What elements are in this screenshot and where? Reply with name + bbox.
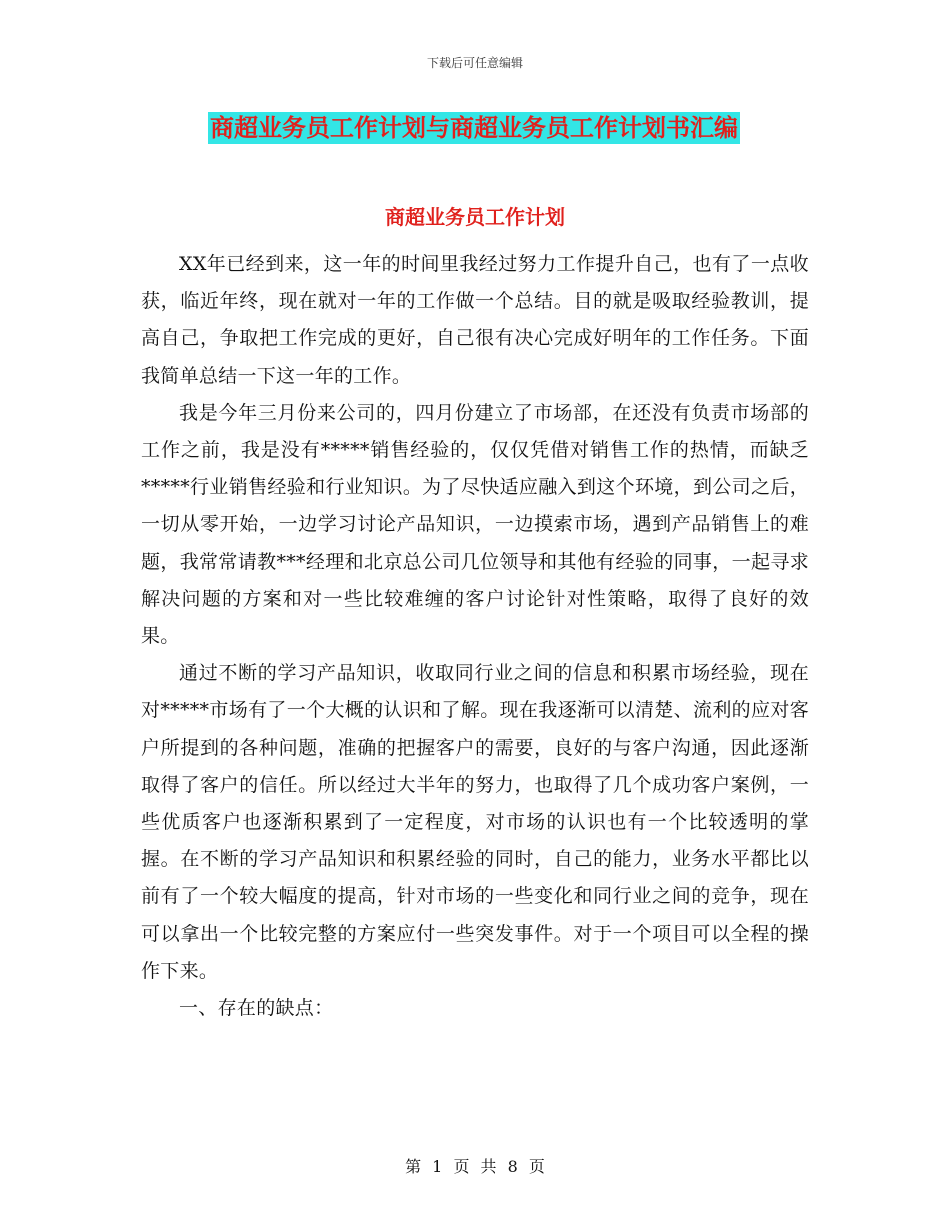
document-section-title: 商超业务员工作计划 [385,205,565,229]
body-paragraph: 我是今年三月份来公司的，四月份建立了市场部，在还没有负责市场部的工作之前，我是没有*****销售经验的，仅仅凭借对销售工作的热情，而缺乏*****行业销售经验和行业知识。为了尽快适应融入到这个环境，到公司之后，一切从零开始，一边学习讨论产品知识，一边摸索市场，遇到产品销售上的难题，我常常请教***经理和北京总公司几位领导和其他有经验的同事，一起寻求解决问题的方案和对一些比较难缠的客户讨论针对性策略，取得了良好的效果。 [141,401,809,648]
document-main-title: 商超业务员工作计划与商超业务员工作计划书汇编 [210,113,738,142]
body-paragraph: 通过不断的学习产品知识，收取同行业之间的信息和积累市场经验，现在对*****市场有了一个大概的认识和了解。现在我逐渐可以清楚、流利的应对客户所提到的各种问题，准确的把握客户的需要，良好的与客户沟通，因此逐渐取得了客户的信任。所以经过大半年的努力，也取得了几个成功客户案例，一些优质客户也逐渐积累到了一定程度，对市场的认识也有一个比较透明的掌握。在不断的学习产品知识和积累经验的同时，自己的能力，业务水平都比以前有了一个较大幅度的提高，针对市场的一些变化和同行业之间的竞争，现在可以拿出一个比较完整的方案应付一些突发事件。对于一个项目可以全程的操作下来。 [141,662,809,982]
body-paragraph: 一、存在的缺点： [179,997,334,1020]
page-number-footer: 第 1 页 共 8 页 [405,1157,545,1176]
document-body [141,246,809,1027]
header-note: 下载后可任意编辑 [426,56,523,70]
body-paragraph: XX年已经到来，这一年的时间里我经过努力工作提升自己，也有了一点收获，临近年终，现在就对一年的工作做一个总结。目的就是吸取经验教训，提高自己，争取把工作完成的更好，自己很有决心完成好明年的工作任务。下面我简单总结一下这一年的工作。 [141,253,809,387]
